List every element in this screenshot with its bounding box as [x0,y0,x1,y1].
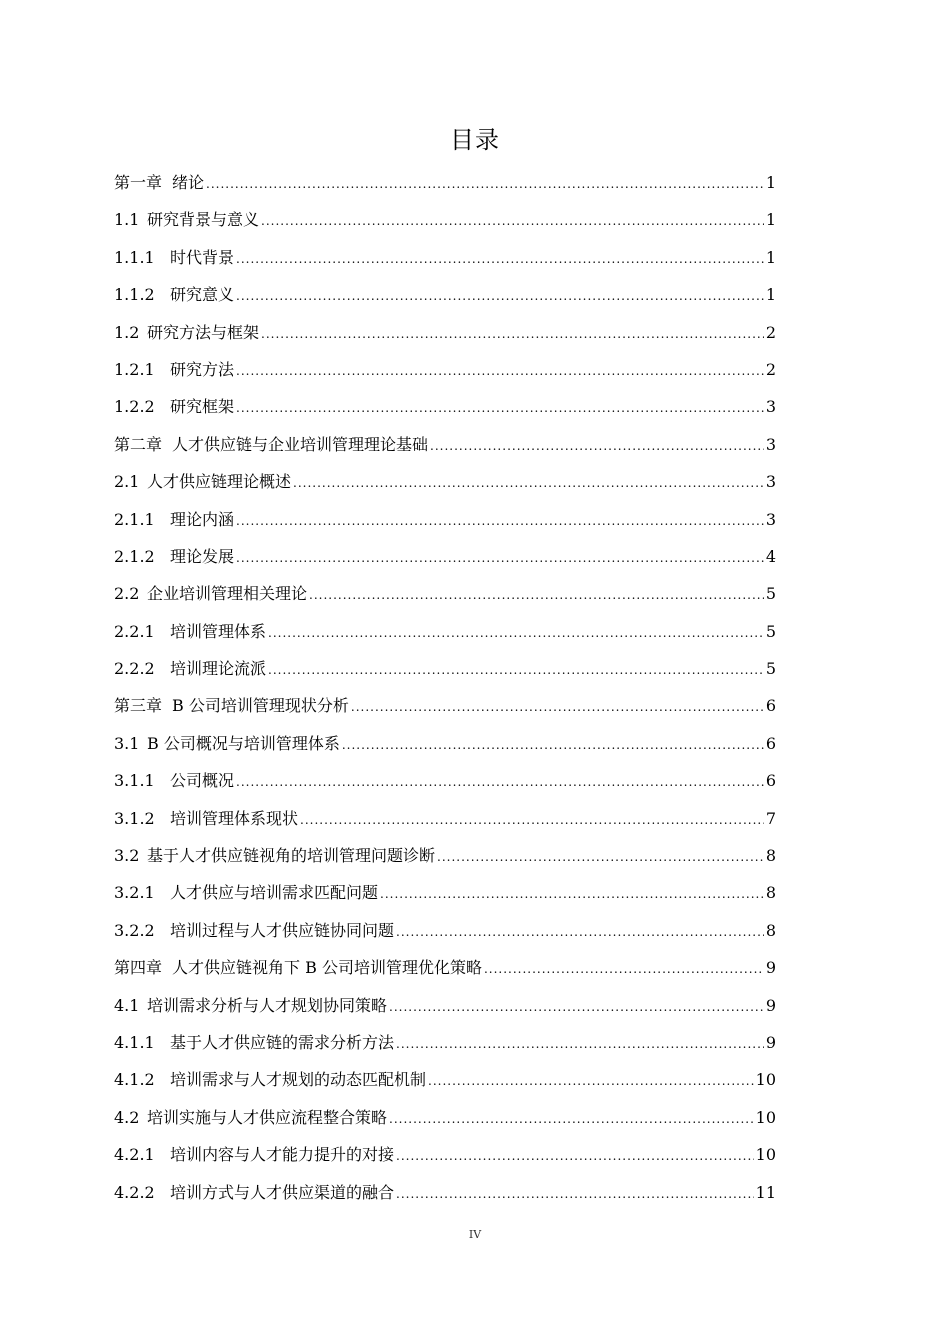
toc-entry-title: 理论发展 [170,546,235,566]
toc-entry[interactable] [114,687,776,724]
toc-entry-title: 培训管理体系现状 [170,808,299,828]
toc-entry-number: 4.2.2 [114,1182,155,1202]
toc-entry[interactable] [114,762,776,799]
toc-dot-leader [268,652,764,689]
toc-entry[interactable] [114,575,776,612]
toc-entry-page: 11 [755,1182,776,1202]
toc-dot-leader [396,1138,754,1175]
toc-entry-title: 人才供应链与企业培训管理理论基础 [172,434,429,454]
toc-entry[interactable] [114,276,776,313]
toc-entry-page: 2 [765,322,776,342]
toc-entry-title: 培训内容与人才能力提升的对接 [170,1145,395,1165]
toc-entry-number: 4.2.1 [114,1145,155,1165]
toc-entry-page: 5 [765,584,776,604]
toc-entry-title: 人才供应链理论概述 [147,472,292,492]
toc-dot-leader [389,1101,754,1138]
toc-dot-leader [430,428,764,465]
toc-dot-leader [428,1063,754,1100]
toc-entry-number: 4.1 [114,995,140,1015]
toc-entry[interactable] [114,1024,776,1061]
toc-dot-leader [236,241,764,278]
toc-entry-page: 10 [755,1070,776,1090]
toc-entry-title: 培训管理体系 [170,621,267,641]
toc-entry-page: 8 [765,920,776,940]
toc-dot-leader [396,914,764,951]
toc-dot-leader [261,316,764,353]
toc-dot-leader [437,839,764,876]
toc-dot-leader [484,951,764,988]
toc-dot-leader [396,1026,764,1063]
toc-entry-number: 1.1.2 [114,285,155,305]
toc-entry-number: 3.2 [114,846,140,866]
toc-entry-page: 8 [765,846,776,866]
toc-dot-leader [268,615,764,652]
toc-entry[interactable] [114,949,776,986]
toc-entry-page: 6 [765,733,776,753]
toc-entry-page: 1 [765,247,776,267]
toc-entry[interactable] [114,164,776,201]
toc-entry-page: 2 [765,359,776,379]
toc-entry-page: 6 [765,696,776,716]
toc-entry-number: 1.1.1 [114,247,155,267]
toc-entry-number: 第一章 [114,173,163,192]
toc-entry[interactable] [114,837,776,874]
toc-entry-title: 培训过程与人才供应链协同问题 [170,920,395,940]
toc-entry-number: 4.2 [114,1107,140,1127]
toc-entry-page: 5 [765,621,776,641]
toc-entry-page: 1 [765,173,776,192]
toc-entry-page: 1 [765,210,776,230]
toc-entry-title: 培训理论流派 [170,659,267,679]
toc-dot-leader [396,1176,754,1213]
toc-entry-title: 基于人才供应链视角的培训管理问题诊断 [147,846,436,866]
toc-entry-title: 公司概况 [170,771,235,791]
toc-entry[interactable] [114,201,776,238]
toc-entry-title: 时代背景 [170,247,235,267]
toc-entry-title: 研究方法 [170,359,235,379]
toc-entry-number: 1.2.1 [114,359,155,379]
toc-entry-number: 第二章 [114,434,163,454]
toc-dot-leader [236,540,764,577]
toc-entry-page: 8 [765,883,776,903]
toc-entry-title: 人才供应与培训需求匹配问题 [170,883,379,903]
toc-entry-page: 9 [765,958,776,978]
toc-entry-page: 3 [765,397,776,417]
toc-entry-title: 培训实施与人才供应流程整合策略 [147,1107,388,1127]
toc-entry-number: 2.2.2 [114,659,155,679]
toc-entry-number: 3.2.1 [114,883,155,903]
toc-entry[interactable] [114,650,776,687]
toc-entry-number: 第四章 [114,958,163,978]
toc-entry-title: 培训需求分析与人才规划协同策略 [147,995,388,1015]
toc-entry-title: 研究意义 [170,285,235,305]
toc-entry-number: 4.1.2 [114,1070,155,1090]
toc-entry-number: 1.2 [114,322,140,342]
toc-dot-leader [236,764,764,801]
toc-entry-title: 基于人才供应链的需求分析方法 [170,1032,395,1052]
table-of-contents [114,164,776,1211]
toc-entry-number: 2.1.2 [114,546,155,566]
toc-entry-number: 3.1.2 [114,808,155,828]
toc-entry-title: 研究框架 [170,397,235,417]
toc-entry-title: 理论内涵 [170,509,235,529]
toc-entry-title: 绪论 [172,173,205,192]
toc-entry-number: 3.1 [114,733,140,753]
toc-entry-page: 1 [765,285,776,305]
toc-entry-title: 培训需求与人才规划的动态匹配机制 [170,1070,427,1090]
toc-entry-title: B 公司概况与培训管理体系 [147,733,340,753]
toc-entry-page: 3 [765,434,776,454]
toc-dot-leader [236,390,764,427]
toc-dot-leader [261,203,764,240]
toc-entry-number: 2.2 [114,584,140,604]
toc-entry-number: 第三章 [114,696,163,716]
toc-entry-title: B 公司培训管理现状分析 [172,696,349,716]
toc-entry-number: 1.2.2 [114,397,155,417]
toc-entry-title: 企业培训管理相关理论 [147,584,308,604]
page-title: 目录 [450,126,500,154]
toc-entry[interactable] [114,1099,776,1136]
page-number: IV [468,1228,482,1241]
toc-dot-leader [293,465,764,502]
toc-entry[interactable] [114,1061,776,1098]
toc-entry-page: 9 [765,995,776,1015]
toc-entry[interactable] [114,239,776,276]
toc-entry[interactable] [114,501,776,538]
toc-entry[interactable] [114,725,776,762]
toc-entry[interactable] [114,912,776,949]
toc-entry[interactable] [114,351,776,388]
toc-dot-leader [342,727,764,764]
toc-dot-leader [300,802,764,839]
toc-entry-page: 3 [765,509,776,529]
toc-dot-leader [389,989,764,1026]
toc-entry-number: 3.2.2 [114,920,155,940]
toc-dot-leader [236,278,764,315]
toc-entry[interactable] [114,388,776,425]
toc-entry-page: 3 [765,472,776,492]
toc-entry-page: 10 [755,1145,776,1165]
toc-entry-number: 1.1 [114,210,140,230]
toc-entry-number: 2.2.1 [114,621,155,641]
toc-entry-title: 人才供应链视角下 B 公司培训管理优化策略 [172,958,482,978]
toc-entry[interactable] [114,874,776,911]
toc-entry[interactable] [114,463,776,500]
toc-entry[interactable] [114,538,776,575]
toc-entry-page: 5 [765,659,776,679]
toc-entry-number: 2.1.1 [114,509,155,529]
toc-dot-leader [309,577,764,614]
toc-entry-page: 10 [755,1107,776,1127]
toc-dot-leader [206,166,764,203]
toc-entry-number: 2.1 [114,472,140,492]
toc-entry-title: 培训方式与人才供应渠道的融合 [170,1182,395,1202]
toc-entry[interactable] [114,987,776,1024]
toc-entry-page: 7 [765,808,776,828]
toc-entry-number: 3.1.1 [114,771,155,791]
toc-entry-title: 研究背景与意义 [147,210,260,230]
toc-entry[interactable] [114,426,776,463]
toc-dot-leader [236,503,764,540]
toc-entry[interactable] [114,613,776,650]
toc-entry[interactable] [114,1136,776,1173]
toc-entry-page: 6 [765,771,776,791]
toc-dot-leader [236,353,764,390]
toc-entry-number: 4.1.1 [114,1032,155,1052]
toc-dot-leader [351,689,764,726]
toc-entry-title: 研究方法与框架 [147,322,260,342]
toc-dot-leader [380,876,764,913]
toc-entry[interactable] [114,1174,776,1211]
toc-entry[interactable] [114,314,776,351]
toc-entry-page: 4 [765,546,776,566]
toc-entry-page: 9 [765,1032,776,1052]
toc-entry[interactable] [114,800,776,837]
